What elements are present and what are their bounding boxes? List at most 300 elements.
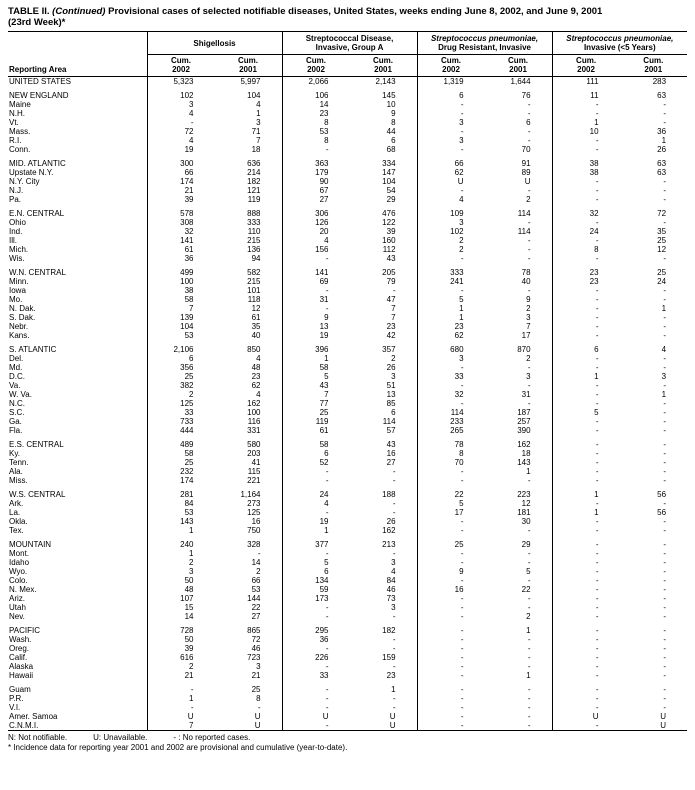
value-cell: 733	[147, 417, 215, 426]
value-cell: 14	[251, 558, 261, 567]
value-cell: 382	[147, 381, 215, 390]
value-cell: 499	[147, 268, 215, 277]
value-cell: 136	[247, 245, 261, 254]
value-cell: 8	[282, 118, 350, 127]
value-cell: -	[663, 626, 667, 635]
value-cell: 40	[521, 277, 531, 286]
value-cell: 94	[251, 254, 261, 263]
cum-year-header: Cum. 2002	[147, 55, 215, 77]
value-cell: 53	[147, 331, 215, 340]
reporting-area-cell: P.R.	[9, 694, 24, 703]
value-cell: 9	[526, 295, 531, 304]
cum-year-header: Cum. 2001	[215, 55, 283, 77]
value-cell: 6	[282, 449, 350, 458]
value-cell: -	[282, 286, 350, 295]
value-cell: 179	[282, 168, 350, 177]
value-cell: -	[663, 612, 667, 621]
value-cell: 71	[251, 127, 261, 136]
value-cell: 2	[147, 390, 215, 399]
value-cell: 4	[256, 390, 261, 399]
value-cell: -	[663, 458, 667, 467]
column-group-header: Streptococcal Disease, Invasive, Group A	[282, 32, 417, 55]
table-row	[8, 127, 687, 136]
table-row	[8, 145, 687, 154]
value-cell: 22	[521, 585, 531, 594]
reporting-area-cell: Oreg.	[9, 644, 30, 653]
table-row	[8, 653, 687, 662]
table-row	[8, 136, 687, 145]
value-cell: 2,066	[282, 77, 350, 87]
value-cell: -	[417, 186, 485, 195]
value-cell: 61	[147, 245, 215, 254]
value-cell: -	[552, 440, 620, 449]
value-cell: -	[527, 712, 531, 721]
value-cell: 46	[251, 644, 261, 653]
reporting-area-cell: Calif.	[9, 653, 28, 662]
table-row	[8, 186, 687, 195]
value-cell: -	[417, 594, 485, 603]
value-cell: -	[552, 449, 620, 458]
value-cell: -	[663, 408, 667, 417]
value-cell: 265	[417, 426, 485, 435]
value-cell: -	[663, 381, 667, 390]
reporting-area-cell: Mass.	[9, 127, 31, 136]
reporting-area-cell: Minn.	[9, 277, 29, 286]
value-cell: 6	[552, 345, 620, 354]
value-cell: 30	[521, 517, 531, 526]
value-cell: 26	[657, 145, 667, 154]
table-row	[8, 467, 687, 476]
value-cell: 4	[256, 100, 261, 109]
value-cell: 3	[417, 118, 485, 127]
value-cell: -	[663, 685, 667, 694]
value-cell: U	[389, 721, 396, 730]
value-cell: -	[552, 653, 620, 662]
table-row	[8, 721, 687, 731]
value-cell: -	[552, 594, 620, 603]
value-cell: -	[663, 576, 667, 585]
reporting-area-cell: N. Mex.	[9, 585, 37, 594]
table-title-text: Provisional cases of selected notifiable diseases, United States, weeks ending June 8, 2002, and June 9, 2001	[108, 6, 603, 17]
value-cell: 102	[417, 227, 485, 236]
value-cell: -	[282, 145, 350, 154]
value-cell: -	[417, 712, 485, 721]
value-cell: 63	[657, 159, 667, 168]
value-cell: 29	[521, 540, 531, 549]
table-row	[8, 585, 687, 594]
value-cell: 72	[147, 127, 215, 136]
reporting-area-cell: PACIFIC	[9, 626, 40, 635]
value-cell: 3	[147, 100, 215, 109]
reporting-area-cell: Conn.	[9, 145, 31, 154]
value-cell: 58	[282, 440, 350, 449]
value-cell: -	[663, 653, 667, 662]
table-row	[8, 499, 687, 508]
value-cell: 295	[282, 626, 350, 635]
value-cell: 36	[282, 635, 350, 644]
value-cell: 27	[282, 195, 350, 204]
value-cell: -	[282, 254, 350, 263]
table-row	[8, 703, 687, 712]
value-cell: 44	[386, 127, 396, 136]
column-group-header: Streptococcus pneumoniae, Invasive (<5 Years)	[552, 32, 687, 55]
value-cell: 40	[251, 331, 261, 340]
value-cell: 1	[147, 694, 215, 703]
value-cell: -	[392, 549, 396, 558]
value-cell: -	[527, 653, 531, 662]
value-cell: 888	[247, 209, 261, 218]
reporting-area-cell: S. Dak.	[9, 313, 36, 322]
value-cell: -	[417, 549, 485, 558]
table-row	[8, 449, 687, 458]
value-cell: 70	[521, 145, 531, 154]
value-cell: 6	[391, 408, 396, 417]
value-cell: 1	[282, 354, 350, 363]
value-cell: -	[663, 331, 667, 340]
value-cell: 14	[282, 100, 350, 109]
value-cell: 4	[256, 354, 261, 363]
value-cell: 865	[247, 626, 261, 635]
value-cell: 25	[657, 268, 667, 277]
value-cell: 57	[386, 426, 396, 435]
value-cell: 114	[382, 417, 396, 426]
footnotes	[8, 733, 687, 753]
value-cell: 114	[417, 408, 485, 417]
reporting-area-cell: Wyo.	[9, 567, 28, 576]
value-cell: -	[663, 286, 667, 295]
value-cell: 115	[247, 467, 261, 476]
value-cell: -	[282, 612, 350, 621]
reporting-area-cell: C.N.M.I.	[9, 721, 39, 730]
footnote-legend	[8, 733, 687, 743]
value-cell: -	[552, 186, 620, 195]
value-cell: 72	[657, 209, 667, 218]
table-title	[8, 6, 687, 28]
value-cell: 9	[282, 313, 350, 322]
value-cell: 233	[417, 417, 485, 426]
value-cell: -	[527, 703, 531, 712]
value-cell: 3	[661, 372, 667, 381]
value-cell: 333	[247, 218, 261, 227]
table-row	[8, 540, 687, 549]
table-row	[8, 644, 687, 653]
table-title-week: (23rd Week)*	[8, 17, 66, 28]
value-cell: 14	[147, 612, 215, 621]
value-cell: 39	[386, 227, 396, 236]
value-cell: 118	[247, 295, 261, 304]
value-cell: 23	[386, 671, 396, 680]
value-cell: 77	[282, 399, 350, 408]
reporting-area-cell: Okla.	[9, 517, 28, 526]
reporting-area-cell: Pa.	[9, 195, 22, 204]
value-cell: 58	[147, 449, 215, 458]
value-cell: 1	[552, 372, 620, 381]
value-cell: 5	[552, 408, 620, 417]
reporting-area-cell: Tenn.	[9, 458, 29, 467]
value-cell: -	[417, 603, 485, 612]
value-cell: -	[527, 721, 531, 730]
value-cell: 6	[526, 118, 531, 127]
reporting-area-cell: N.J.	[9, 186, 24, 195]
value-cell: 35	[657, 227, 667, 236]
value-cell: 17	[521, 331, 531, 340]
value-cell: -	[282, 508, 350, 517]
value-cell: -	[527, 603, 531, 612]
reporting-area-cell: Utah	[9, 603, 26, 612]
value-cell: 3	[391, 603, 396, 612]
table-row	[8, 168, 687, 177]
table-row	[8, 295, 687, 304]
value-cell: 79	[386, 277, 396, 286]
value-cell: 3	[417, 218, 485, 227]
value-cell: 241	[417, 277, 485, 286]
value-cell: 13	[282, 322, 350, 331]
value-cell: 42	[386, 331, 396, 340]
value-cell: 58	[282, 363, 350, 372]
value-cell: 69	[282, 277, 350, 286]
value-cell: 4	[391, 567, 396, 576]
value-cell: 203	[247, 449, 261, 458]
value-cell: -	[282, 603, 350, 612]
value-cell: 36	[147, 254, 215, 263]
value-cell: -	[663, 635, 667, 644]
table-row	[8, 426, 687, 435]
value-cell: 23	[552, 268, 620, 277]
value-cell: -	[527, 363, 531, 372]
value-cell: 107	[147, 594, 215, 603]
value-cell: U	[254, 712, 261, 721]
value-cell: -	[392, 508, 396, 517]
column-group-header: Streptococcus pneumoniae, Drug Resistant, Invasive	[417, 32, 552, 55]
value-cell: -	[417, 476, 485, 485]
value-cell: -	[527, 100, 531, 109]
value-cell: 257	[517, 417, 531, 426]
table-row	[8, 268, 687, 277]
value-cell: 2	[417, 245, 485, 254]
value-cell: 4	[661, 345, 667, 354]
value-cell: 2	[147, 662, 215, 671]
value-cell: -	[552, 662, 620, 671]
value-cell: 100	[147, 277, 215, 286]
table-row	[8, 399, 687, 408]
value-cell: U	[552, 712, 620, 721]
value-cell: 62	[417, 168, 485, 177]
footnote-unavailable: U: Unavailable.	[93, 733, 148, 742]
value-cell: 125	[247, 508, 261, 517]
value-cell: 5	[417, 295, 485, 304]
table-row	[8, 685, 687, 694]
value-cell: 7	[147, 721, 215, 731]
value-cell: -	[417, 635, 485, 644]
value-cell: 25	[282, 408, 350, 417]
value-cell: 162	[517, 440, 531, 449]
value-cell: -	[552, 517, 620, 526]
value-cell: 12	[251, 304, 261, 313]
value-cell: -	[527, 236, 531, 245]
value-cell: 3	[391, 372, 396, 381]
value-cell: -	[417, 286, 485, 295]
value-cell: 126	[282, 218, 350, 227]
reporting-area-cell: Alaska	[9, 662, 34, 671]
value-cell: -	[552, 177, 620, 186]
value-cell: 5	[417, 499, 485, 508]
value-cell: U	[660, 712, 667, 721]
value-cell: -	[392, 703, 396, 712]
value-cell: -	[552, 685, 620, 694]
value-cell: 63	[657, 91, 667, 100]
value-cell: 4	[147, 109, 215, 118]
value-cell: 363	[282, 159, 350, 168]
disease-table	[8, 31, 687, 731]
value-cell: 24	[657, 277, 667, 286]
value-cell: 2,143	[375, 77, 396, 86]
value-cell: -	[527, 594, 531, 603]
value-cell: 56	[657, 508, 667, 517]
value-cell: 51	[386, 381, 396, 390]
value-cell: 1	[256, 109, 261, 118]
value-cell: 32	[417, 390, 485, 399]
value-cell: 22	[417, 490, 485, 499]
value-cell: -	[663, 517, 667, 526]
value-cell: 680	[417, 345, 485, 354]
reporting-area-cell: Amer. Samoa	[9, 712, 58, 721]
value-cell: 2	[417, 236, 485, 245]
value-cell: 119	[282, 417, 350, 426]
reporting-area-cell: Vt.	[9, 118, 19, 127]
table-row	[8, 476, 687, 485]
value-cell: -	[552, 694, 620, 703]
table-title-continued: (Continued)	[52, 6, 106, 17]
table-row	[8, 118, 687, 127]
value-cell: 5	[282, 558, 350, 567]
table-row	[8, 195, 687, 204]
table-row	[8, 626, 687, 635]
table-row	[8, 322, 687, 331]
value-cell: 2	[147, 558, 215, 567]
table-row	[8, 354, 687, 363]
value-cell: 223	[517, 490, 531, 499]
reporting-area-cell: Mich.	[9, 245, 29, 254]
value-cell: 8	[552, 245, 620, 254]
value-cell: 90	[282, 177, 350, 186]
value-cell: -	[417, 612, 485, 621]
table-row	[8, 159, 687, 168]
reporting-area-cell: W.S. CENTRAL	[9, 490, 66, 499]
value-cell: 25	[147, 458, 215, 467]
value-cell: 182	[247, 177, 261, 186]
value-cell: 5	[526, 567, 531, 576]
value-cell: 66	[417, 159, 485, 168]
cum-year-header: Cum. 2001	[485, 55, 553, 77]
value-cell: -	[417, 671, 485, 680]
table-row	[8, 91, 687, 100]
value-cell: -	[417, 558, 485, 567]
value-cell: 214	[247, 168, 261, 177]
value-cell: 91	[521, 159, 531, 168]
reporting-area-cell: Ky.	[9, 449, 20, 458]
value-cell: -	[552, 612, 620, 621]
value-cell: 104	[382, 177, 396, 186]
value-cell: -	[552, 603, 620, 612]
value-cell: 50	[147, 635, 215, 644]
value-cell: -	[552, 295, 620, 304]
value-cell: 78	[417, 440, 485, 449]
value-cell: -	[417, 626, 485, 635]
table-head	[8, 32, 687, 77]
value-cell: 283	[652, 77, 667, 86]
value-cell: -	[552, 254, 620, 263]
reporting-area-cell: N. Dak.	[9, 304, 36, 313]
table-row	[8, 508, 687, 517]
value-cell: 636	[247, 159, 261, 168]
value-cell: -	[663, 118, 667, 127]
value-cell: 54	[386, 186, 396, 195]
value-cell: -	[552, 322, 620, 331]
value-cell: -	[552, 576, 620, 585]
reporting-area-header: Reporting Area	[8, 32, 147, 77]
table-row	[8, 331, 687, 340]
value-cell: -	[663, 476, 667, 485]
reporting-area-cell: Va.	[9, 381, 21, 390]
value-cell: 68	[386, 145, 396, 154]
value-cell: -	[417, 254, 485, 263]
value-cell: 9	[391, 109, 396, 118]
value-cell: 1,164	[240, 490, 261, 499]
value-cell: -	[527, 254, 531, 263]
value-cell: 102	[147, 91, 215, 100]
value-cell: 232	[147, 467, 215, 476]
value-cell: 5,997	[240, 77, 261, 86]
value-cell: -	[552, 635, 620, 644]
value-cell: -	[552, 526, 620, 535]
value-cell: 32	[147, 227, 215, 236]
value-cell: -	[552, 567, 620, 576]
value-cell: 188	[382, 490, 396, 499]
value-cell: 226	[282, 653, 350, 662]
table-row	[8, 417, 687, 426]
value-cell: 3	[256, 662, 261, 671]
value-cell: -	[663, 177, 667, 186]
value-cell: 50	[147, 576, 215, 585]
value-cell: -	[392, 467, 396, 476]
value-cell: 3	[256, 118, 261, 127]
value-cell: 10	[386, 100, 396, 109]
value-cell: -	[392, 662, 396, 671]
value-cell: 1	[147, 526, 215, 535]
reporting-area-cell: Wis.	[9, 254, 25, 263]
value-cell: 46	[386, 585, 396, 594]
value-cell: -	[282, 662, 350, 671]
value-cell: 25	[417, 540, 485, 549]
value-cell: 26	[386, 363, 396, 372]
value-cell: -	[552, 426, 620, 435]
value-cell: 23	[386, 322, 396, 331]
value-cell: 215	[247, 236, 261, 245]
value-cell: -	[417, 576, 485, 585]
value-cell: -	[527, 381, 531, 390]
value-cell: 89	[521, 168, 531, 177]
column-group-header: Shigellosis	[147, 32, 282, 55]
value-cell: -	[527, 286, 531, 295]
value-cell: -	[417, 685, 485, 694]
value-cell: 8	[391, 118, 396, 127]
value-cell: -	[552, 363, 620, 372]
value-cell: 476	[382, 209, 396, 218]
value-cell: 106	[282, 91, 350, 100]
value-cell: -	[527, 136, 531, 145]
value-cell: 162	[247, 399, 261, 408]
reporting-area-cell: Colo.	[9, 576, 28, 585]
